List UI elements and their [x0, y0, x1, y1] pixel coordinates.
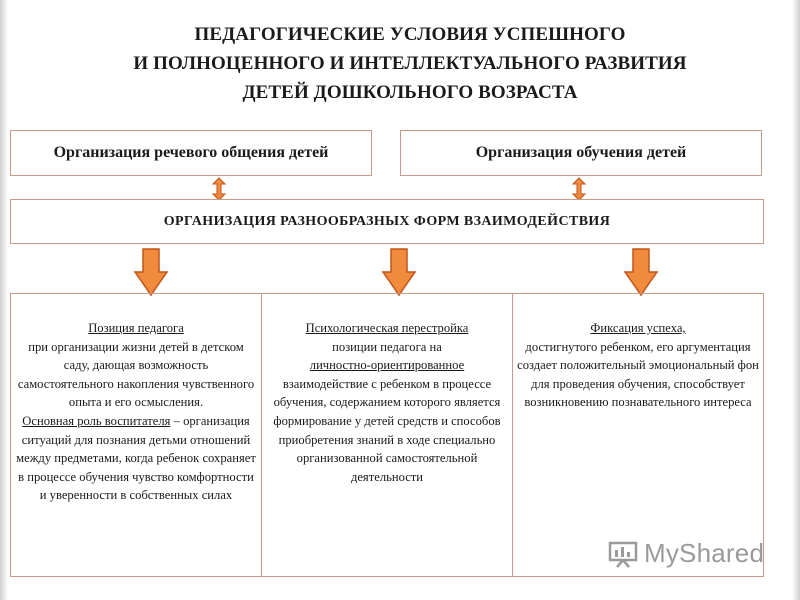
double-arrow-right: [572, 178, 586, 200]
presentation-board-icon: [608, 540, 638, 568]
left-edge-shade: [0, 0, 8, 600]
teacher-position-column: [11, 294, 261, 576]
title-line-2: И ПОЛНОЦЕННОГО И ИНТЕЛЛЕКТУАЛЬНОГО РАЗВИТИЯ: [133, 53, 687, 74]
teacher-position-text: при организации жизни детей в детском саду, дающая возможность самостоятельного накопления чувственного опыта и его осмысления.: [17, 339, 255, 410]
interaction-forms-box: [10, 199, 764, 244]
psychological-restructuring-text-1: позиции педагога на: [332, 339, 442, 354]
psychological-restructuring-text-2: взаимодействие с ребенком в процессе обучения, содержанием которого является формирование у детей средств и способов приобретения знаний в ходе специально организованной самостоятельной деятельности: [273, 376, 501, 484]
right-edge-shade: [792, 0, 800, 600]
teacher-role-text: организация ситуаций для познания детьми отношений между предметами, когда ребенок сохраняет в процессе обучения чувство комфортности и уверенности в собственных силах: [16, 413, 256, 503]
teacher-position-heading: Позиция педагога: [88, 321, 184, 335]
watermark-text: MyShared: [644, 538, 765, 568]
page-title: [60, 20, 760, 107]
title-line-1: ПЕДАГОГИЧЕСКИЕ УСЛОВИЯ УСПЕШНОГО: [194, 24, 626, 45]
teaching-organization-box: [400, 130, 762, 176]
success-fixation-heading: Фиксация успеха,: [590, 321, 686, 335]
double-arrow-left: [212, 178, 226, 200]
psychological-restructuring-column: [261, 294, 512, 576]
speech-communication-box: [10, 130, 372, 176]
conditions-columns: [10, 293, 764, 577]
success-fixation-column: [512, 294, 763, 576]
person-oriented-term: личностно-ориентированное: [309, 358, 465, 373]
teacher-role-heading: Основная роль воспитателя: [22, 413, 171, 428]
teaching-organization-label: Организация обучения детей: [475, 144, 687, 161]
down-arrow-2: [382, 248, 416, 296]
interaction-forms-label: ОРГАНИЗАЦИЯ РАЗНООБРАЗНЫХ ФОРМ ВЗАИМОДЕЙСТВИЯ: [163, 213, 611, 229]
down-arrow-3: [624, 248, 658, 296]
myshared-watermark: [608, 538, 764, 569]
teacher-role-dash: –: [170, 413, 180, 428]
psychological-restructuring-heading: Психологическая перестройка: [305, 321, 469, 335]
speech-communication-label: Организация речевого общения детей: [53, 144, 329, 161]
down-arrow-1: [134, 248, 168, 296]
title-line-3: ДЕТЕЙ ДОШКОЛЬНОГО ВОЗРАСТА: [242, 82, 578, 103]
success-fixation-text: достигнутого ребенком, его аргументация создает положительный эмоциональный фон для проведения обучения, способствует возникновению познавательного интереса: [517, 339, 759, 410]
